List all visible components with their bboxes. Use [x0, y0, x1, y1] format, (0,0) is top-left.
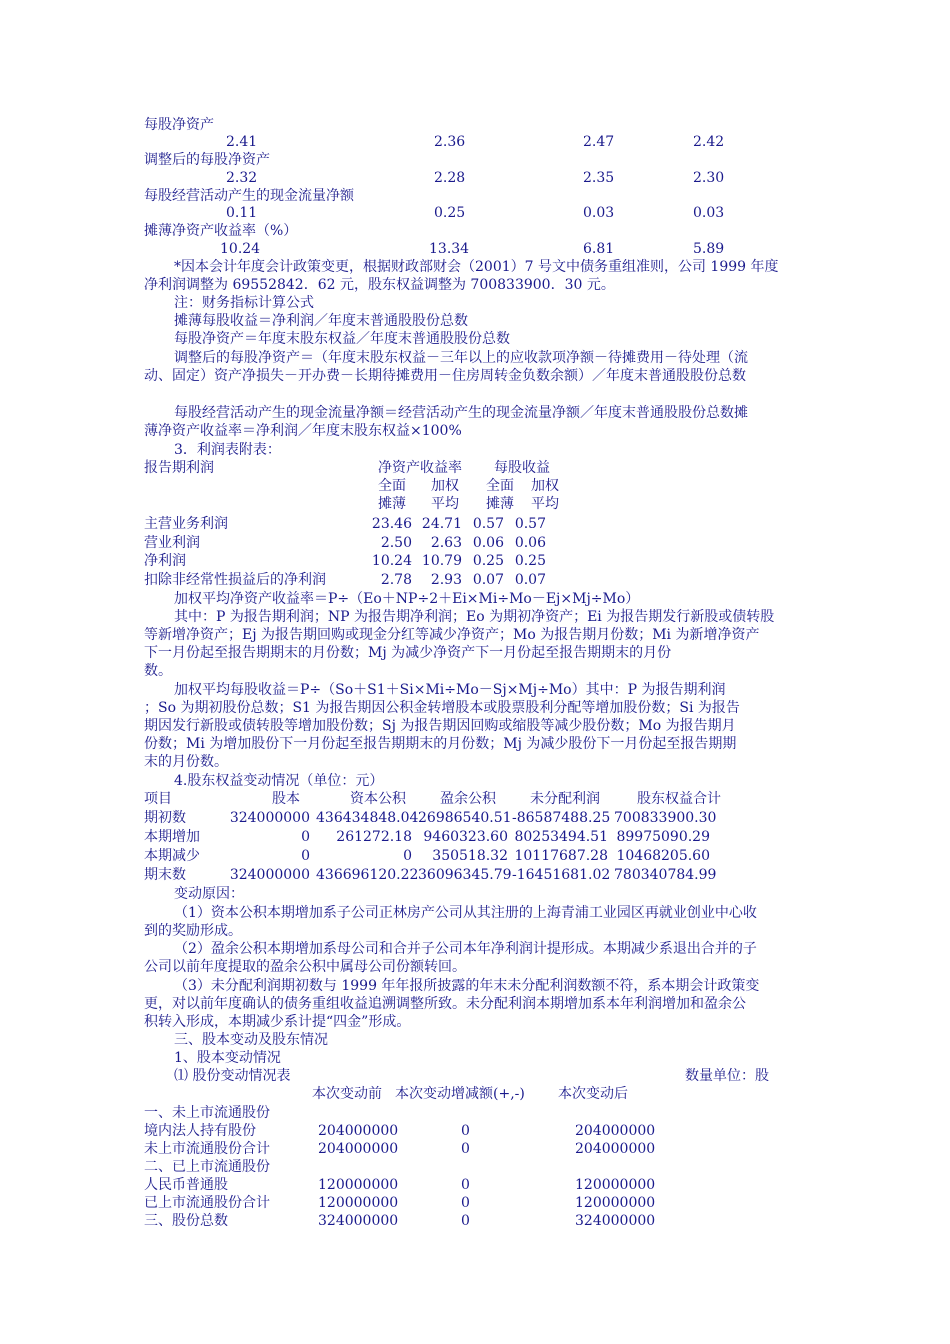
- formula-title: 注：财务指标计算公式: [174, 295, 314, 311]
- reason-text: 更，对以前年度确认的债务重组收益追溯调整所致。未分配利润本期增加系本年利润增加和盈余公: [144, 996, 746, 1012]
- table-cell: -86587488.25: [512, 810, 611, 826]
- sub-heading: 1、股本变动情况: [174, 1050, 281, 1066]
- table-cell: 10468205.60: [616, 848, 710, 864]
- table-header: 股本: [272, 791, 300, 807]
- table-cell: 0: [461, 1141, 470, 1157]
- indicator-value: 0.25: [434, 205, 466, 221]
- table-cell: 204000000: [318, 1141, 399, 1157]
- table-subheader: 全面: [378, 478, 406, 494]
- section-heading: 三、股本变动及股东情况: [174, 1032, 328, 1048]
- table-cell: 780340784.99: [614, 867, 717, 883]
- table-row-label: 未上市流通股份合计: [144, 1141, 270, 1157]
- table-cell: 89975090.29: [616, 829, 710, 845]
- table-cell: 0: [403, 848, 412, 864]
- table-cell: 120000000: [575, 1195, 656, 1211]
- table-cell: 0.25: [472, 553, 504, 569]
- indicator-value: 13.34: [429, 241, 470, 257]
- table-cell: 2.93: [430, 572, 462, 588]
- table-cell: 436434848.04: [316, 810, 419, 826]
- formula-text: 动、固定）资产净损失－开办费－长期待摊费用－住房周转金负数余额）／年度末普通股股份总数: [144, 368, 746, 384]
- table-cell: 36096345.79: [418, 867, 512, 883]
- table-cell: 204000000: [575, 1141, 656, 1157]
- indicator-label: 摊薄净资产收益率（%）: [144, 223, 298, 239]
- table-cell: 0: [461, 1177, 470, 1193]
- reason-text: （1）资本公积本期增加系子公司正林房产公司从其注册的上海青浦工业园区再就业创业中心收: [174, 905, 757, 921]
- table-title: ⑴ 股份变动情况表: [174, 1068, 291, 1084]
- indicator-label: 调整后的每股净资产: [144, 152, 270, 168]
- indicator-value: 2.42: [693, 134, 725, 150]
- note-text: *因本会计年度会计政策变更，根据财政部财会（2001）7 号文中债务重组准则，公司 1999 年度: [174, 259, 779, 275]
- table-cell: 2.63: [430, 535, 462, 551]
- table-cell: 0: [461, 1213, 470, 1229]
- section-heading: 4.股东权益变动情况（单位：元）: [174, 773, 384, 789]
- table-cell: 0.07: [514, 572, 546, 588]
- table-row-label: 人民币普通股: [144, 1177, 228, 1193]
- table-header: 股东权益合计: [637, 791, 721, 807]
- formula-text: 数。: [144, 663, 172, 679]
- table-cell: 120000000: [318, 1195, 399, 1211]
- table-cell: 10.79: [421, 553, 462, 569]
- table-cell: 9460323.60: [423, 829, 508, 845]
- table-cell: 204000000: [575, 1123, 656, 1139]
- formula-text: 期因发行新股或债转股等增加股份数；Sj 为报告期因回购或缩股等减少股份数；Mo 为报告期月: [144, 718, 736, 734]
- table-cell: 0.57: [514, 516, 546, 532]
- table-cell: 324000000: [229, 867, 310, 883]
- table-cell: 324000000: [575, 1213, 656, 1229]
- formula-text: 每股净资产＝年度末股东权益／年度末普通股股份总数: [174, 331, 510, 347]
- reason-text: 到的奖励形成。: [144, 923, 242, 939]
- table-header: 每股收益: [494, 460, 550, 476]
- formula-text: 加权平均净资产收益率＝P÷（Eo＋NP÷2＋Ei×Mi÷Mo－Ej×Mj÷Mo）: [174, 591, 640, 607]
- indicator-value: 0.03: [583, 205, 615, 221]
- indicator-value: 2.41: [226, 134, 258, 150]
- formula-text: 调整后的每股净资产＝（年度末股东权益－三年以上的应收款项净额－待摊费用－待处理（流: [174, 350, 748, 366]
- table-header: 报告期利润: [144, 460, 214, 476]
- table-cell: 0: [461, 1123, 470, 1139]
- formula-text: 薄净资产收益率＝净利润／年度末股东权益×100%: [144, 423, 462, 439]
- indicator-value: 2.47: [583, 134, 615, 150]
- table-subheader: 加权: [531, 478, 559, 494]
- note-text: 净利润调整为 69552842．62 元，股东权益调整为 700833900．30 元。: [144, 277, 615, 293]
- table-subheader: 摊薄: [378, 496, 406, 512]
- table-cell: 80253494.51: [514, 829, 608, 845]
- reason-text: （2）盈余公积本期增加系母公司和合并子公司本年净利润计提形成。本期减少系退出合并的子: [174, 941, 757, 957]
- table-subheader: 全面: [486, 478, 514, 494]
- table-cell: 0.25: [514, 553, 546, 569]
- table-row-label: 期初数: [144, 810, 186, 826]
- formula-text: ；So 为期初股份总数；S1 为报告期因公积金转增股本或股票股利分配等增加股份数；Si 为报告: [144, 700, 740, 716]
- table-cell: 0: [301, 848, 310, 864]
- table-cell: 120000000: [318, 1177, 399, 1193]
- table-subheader: 摊薄: [486, 496, 514, 512]
- table-cell: 0.57: [472, 516, 504, 532]
- table-cell: 24.71: [421, 516, 462, 532]
- unit-label: 数量单位：股: [685, 1068, 769, 1084]
- formula-text: 摊薄每股收益＝净利润／年度末普通股股份总数: [174, 313, 468, 329]
- indicator-label: 每股净资产: [144, 117, 214, 133]
- table-header: 项目: [144, 791, 172, 807]
- table-cell: 0: [301, 829, 310, 845]
- table-row-label: 本期增加: [144, 829, 200, 845]
- table-row-label: 净利润: [144, 553, 186, 569]
- table-cell: 10.24: [371, 553, 412, 569]
- section-heading: 3．利润表附表：: [174, 442, 281, 458]
- indicator-value: 0.11: [226, 205, 258, 221]
- formula-text: 加权平均每股收益＝P÷（So＋S1＋Si×Mi÷Mo－Sj×Mj÷Mo）其中：P 为报告期利润: [174, 682, 726, 698]
- table-header: 资本公积: [350, 791, 406, 807]
- table-subheader: 平均: [531, 496, 559, 512]
- table-row-label: 期末数: [144, 867, 186, 883]
- table-row-label: 已上市流通股份合计: [144, 1195, 270, 1211]
- formula-text: 下一月份起至报告期期末的月份数；Mj 为减少净资产下一月份起至报告期期末的月份: [144, 645, 672, 661]
- table-cell: 700833900.30: [614, 810, 717, 826]
- table-header: 未分配利润: [530, 791, 600, 807]
- indicator-value: 2.36: [434, 134, 466, 150]
- reason-text: 积转入形成，本期减少系计提“四金”形成。: [144, 1014, 411, 1030]
- table-cell: 204000000: [318, 1123, 399, 1139]
- table-row-label: 营业利润: [144, 535, 200, 551]
- indicator-value: 2.30: [693, 170, 725, 186]
- reason-text: （3）未分配利润期初数与 1999 年年报所披露的年末未分配利润数额不符，系本期会计政策变: [174, 978, 760, 994]
- table-cell: 436696120.22: [316, 867, 419, 883]
- table-cell: 0: [461, 1195, 470, 1211]
- table-header: 本次变动后: [558, 1086, 628, 1102]
- formula-text: 末的月份数。: [144, 754, 228, 770]
- table-row-label: 本期减少: [144, 848, 200, 864]
- indicator-value: 2.35: [583, 170, 615, 186]
- table-cell: 120000000: [575, 1177, 656, 1193]
- table-row-label: 三、股份总数: [144, 1213, 228, 1229]
- formula-text: 份数；Mi 为增加股份下一月份起至报告期期末的月份数；Mj 为减少股份下一月份起至报告期期: [144, 736, 737, 752]
- reason-text: 公司以前年度提取的盈余公积中属母公司份额转回。: [144, 959, 466, 975]
- table-cell: 26986540.51: [418, 810, 512, 826]
- table-cell: 2.50: [380, 535, 412, 551]
- indicator-value: 5.89: [693, 241, 725, 257]
- table-cell: 324000000: [229, 810, 310, 826]
- table-cell: 10117687.28: [514, 848, 608, 864]
- table-subheader: 平均: [431, 496, 459, 512]
- table-cell: 350518.32: [432, 848, 508, 864]
- table-cell: 2.78: [380, 572, 412, 588]
- table-cell: 324000000: [318, 1213, 399, 1229]
- table-header: 本次变动增减额(+,-): [395, 1086, 525, 1102]
- table-cell: 261272.18: [336, 829, 412, 845]
- table-subheader: 加权: [431, 478, 459, 494]
- table-row-label: 境内法人持有股份: [144, 1123, 256, 1139]
- table-row-label: 主营业务利润: [144, 516, 228, 532]
- formula-text: 其中：P 为报告期利润；NP 为报告期净利润；Eo 为期初净资产；Ei 为报告期发行新股或债转股: [174, 609, 775, 625]
- indicator-label: 每股经营活动产生的现金流量净额: [144, 188, 354, 204]
- indicator-value: 2.32: [226, 170, 258, 186]
- table-cell: 0.07: [472, 572, 504, 588]
- reason-title: 变动原因：: [174, 886, 244, 902]
- indicator-value: 10.24: [220, 241, 261, 257]
- formula-text: 等新增净资产；Ej 为报告期回购或现金分红等减少净资产；Mo 为报告期月份数；Mi 为新增净资产: [144, 627, 760, 643]
- indicator-value: 6.81: [583, 241, 615, 257]
- formula-text: 每股经营活动产生的现金流量净额＝经营活动产生的现金流量净额／年度末普通股股份总数摊: [174, 405, 748, 421]
- table-cell: 0.06: [472, 535, 504, 551]
- table-header: 本次变动前: [312, 1086, 382, 1102]
- table-header: 净资产收益率: [378, 460, 462, 476]
- table-header: 盈余公积: [440, 791, 496, 807]
- table-cell: 23.46: [371, 516, 412, 532]
- table-cell: -16451681.02: [512, 867, 611, 883]
- table-row-label: 二、已上市流通股份: [144, 1159, 270, 1175]
- table-row-label: 一、未上市流通股份: [144, 1105, 270, 1121]
- table-cell: 0.06: [514, 535, 546, 551]
- indicator-value: 0.03: [693, 205, 725, 221]
- indicator-value: 2.28: [434, 170, 466, 186]
- table-row-label: 扣除非经常性损益后的净利润: [144, 572, 326, 588]
